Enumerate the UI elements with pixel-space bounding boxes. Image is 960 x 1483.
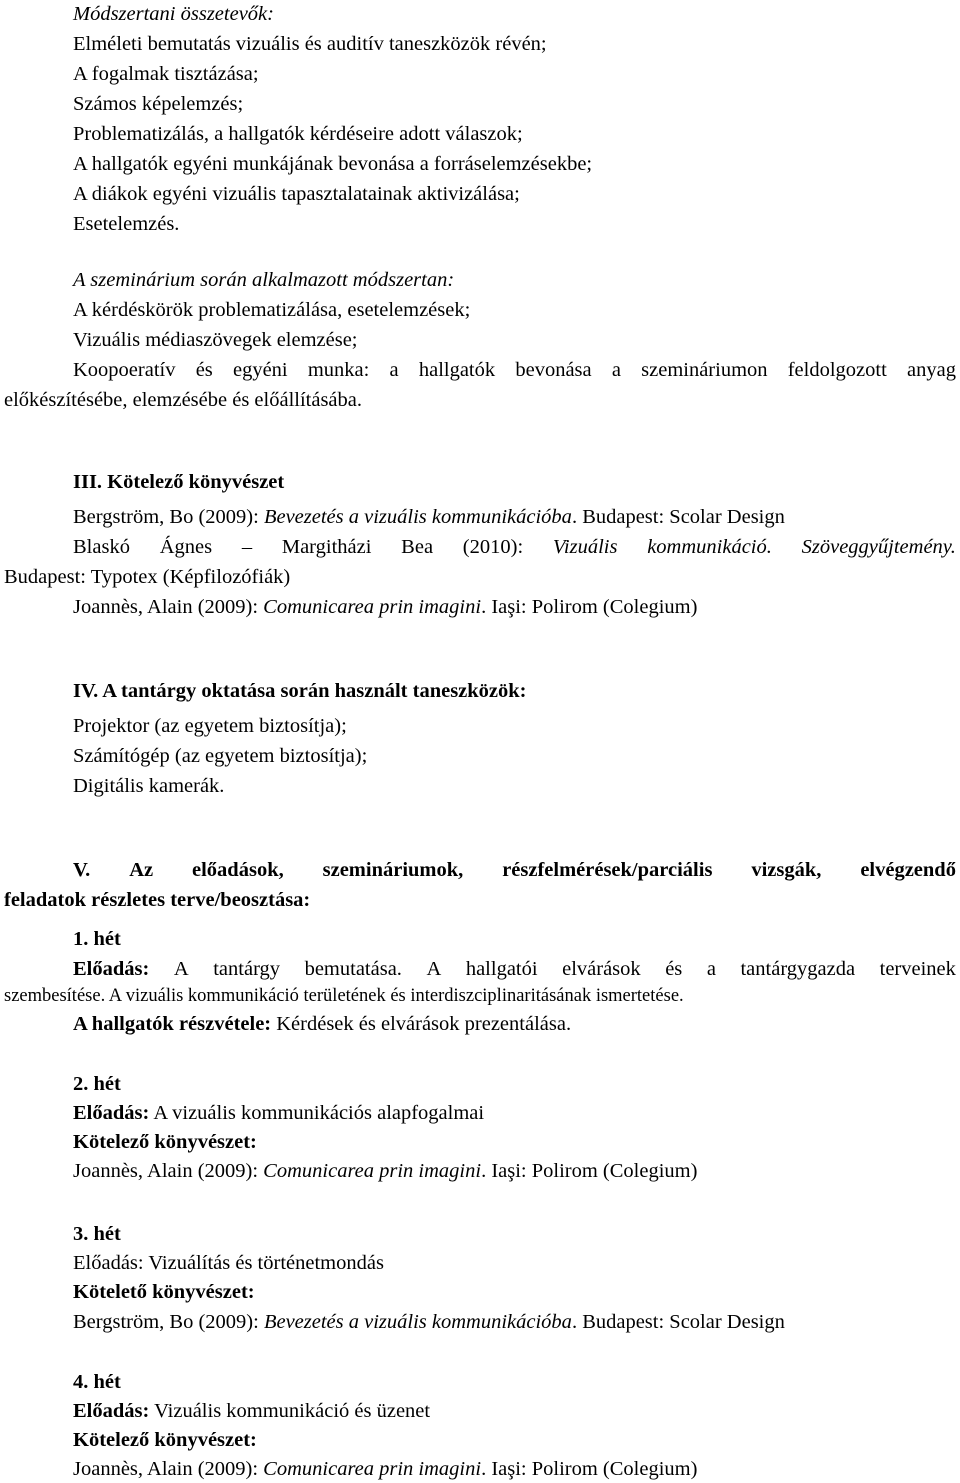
word: terveinek xyxy=(879,958,956,980)
seminar-coop-line2: előkészítésébe, elemzésébe és előállításába. xyxy=(4,389,362,411)
methods-item: Problematizálás, a hallgatók kérdéseire adott válaszok; xyxy=(73,123,523,145)
week-4-reference xyxy=(73,1455,697,1483)
lecture-label: Előadás: xyxy=(73,1400,150,1422)
methods-item: Esetelemzés. xyxy=(73,213,180,235)
ref-author: Bergström, Bo (2009): xyxy=(73,1311,264,1333)
section-5-heading-line2: feladatok részletes terve/beosztása: xyxy=(4,889,311,911)
lecture-text: A vizuális kommunikációs alapfogalmai xyxy=(149,1102,485,1124)
tool-item: Digitális kamerák. xyxy=(73,775,225,797)
methods-item: A diákok egyéni vizuális tapasztalatainak aktivizálása; xyxy=(73,183,520,205)
reference-joannes xyxy=(73,593,697,621)
word: anyag xyxy=(907,359,956,381)
tool-item: Számítógép (az egyetem biztosítja); xyxy=(73,745,368,767)
ref-publisher: . Iaşi: Polirom (Colegium) xyxy=(481,1458,698,1480)
reference-blasko xyxy=(73,533,956,561)
ref-publisher: . Iaşi: Polirom (Colegium) xyxy=(481,1160,698,1182)
ref-title: Comunicarea prin imagini xyxy=(263,596,482,618)
seminar-item: Vizuális médiaszövegek elemzése; xyxy=(73,329,358,351)
ref-publisher: . Iaşi: Polirom (Colegium) xyxy=(481,596,698,618)
word: Szöveggyűjtemény. xyxy=(801,536,956,558)
week-3-label: 3. hét xyxy=(73,1223,121,1245)
section-5-heading xyxy=(73,856,956,884)
tool-item: Projektor (az egyetem biztosítja); xyxy=(73,715,347,737)
word: Bea xyxy=(401,536,434,558)
ref-title: Bevezetés a vizuális kommunikációba xyxy=(263,506,572,528)
methods-item: Számos képelemzés; xyxy=(73,93,244,115)
word: Blaskó xyxy=(73,536,130,558)
word: szemináriumon xyxy=(641,359,768,381)
ref-author: Joannès, Alain (2009): xyxy=(73,596,264,618)
word: vizsgák, xyxy=(751,859,822,881)
word: hallgatói xyxy=(465,958,538,980)
word: tantárgy xyxy=(213,958,281,980)
methods-item: Elméleti bemutatás vizuális és auditív taneszközök révén; xyxy=(73,33,547,55)
word: és xyxy=(195,359,213,381)
lecture-text: Vizuális kommunikáció és üzenet xyxy=(149,1400,431,1422)
word: szemináriumok, xyxy=(322,859,464,881)
lecture-label: Előadás: xyxy=(73,958,150,980)
ref-publisher: . Budapest: Scolar Design xyxy=(571,1311,785,1333)
week-3-biblio-label: Kötelető könyvészet: xyxy=(73,1281,255,1303)
participation-text: Kérdések és elvárások prezentálása. xyxy=(271,1013,572,1035)
participation-label: A hallgatók részvétele: xyxy=(73,1013,272,1035)
reference-bergstrom xyxy=(73,503,785,531)
week-2-reference xyxy=(73,1157,697,1185)
ref-author: Joannès, Alain (2009): xyxy=(73,1160,264,1182)
ref-author: Bergström, Bo (2009): xyxy=(73,506,264,528)
word: a xyxy=(611,359,621,381)
section-3-heading: III. Kötelező könyvészet xyxy=(73,471,285,493)
word: elvégzendő xyxy=(860,859,956,881)
word: Vizuális xyxy=(552,536,618,558)
word: előadások, xyxy=(192,859,284,881)
word: Margitházi xyxy=(281,536,372,558)
word: bemutatása. xyxy=(304,958,402,980)
ref-title: Bevezetés a vizuális kommunikációba xyxy=(263,1311,572,1333)
methods-item: A hallgatók egyéni munkájának bevonása a forráselemzésekbe; xyxy=(73,153,593,175)
word: – xyxy=(241,536,253,558)
word: és xyxy=(665,958,683,980)
word: a xyxy=(706,958,716,980)
methods-heading: Módszertani összetevők: xyxy=(73,3,274,25)
word: tantárgygazda xyxy=(740,958,856,980)
word: a xyxy=(389,359,399,381)
seminar-coop-line xyxy=(73,356,956,384)
word: Az xyxy=(129,859,154,881)
word: A xyxy=(426,958,442,980)
ref-author: Joannès, Alain (2009): xyxy=(73,1458,264,1480)
week-1-label: 1. hét xyxy=(73,928,121,950)
ref-title: Comunicarea prin imagini xyxy=(263,1160,482,1182)
week-2-label: 2. hét xyxy=(73,1073,121,1095)
week-1-lecture-line2: szembesítése. A vizuális kommunikáció területének és interdiszciplinaritásának ismertetése. xyxy=(4,986,684,1006)
word: V. xyxy=(73,859,91,881)
word: Koopoeratív xyxy=(73,359,176,381)
reference-blasko-line2: Budapest: Typotex (Képfilozófiák) xyxy=(4,566,291,588)
word: hallgatók xyxy=(418,359,496,381)
seminar-heading: A szeminárium során alkalmazott módszertan: xyxy=(73,269,455,291)
ref-title: Comunicarea prin imagini xyxy=(263,1458,482,1480)
week-4-biblio-label: Kötelező könyvészet: xyxy=(73,1429,257,1451)
word: (2010): xyxy=(462,536,524,558)
methods-item: A fogalmak tisztázása; xyxy=(73,63,259,85)
week-2-biblio-label: Kötelező könyvészet: xyxy=(73,1131,257,1153)
word: bevonása xyxy=(515,359,592,381)
word: feldolgozott xyxy=(787,359,887,381)
week-3-lecture: Előadás: Vizuálítás és történetmondás xyxy=(73,1252,384,1274)
week-4-label: 4. hét xyxy=(73,1371,121,1393)
word: elvárások xyxy=(562,958,641,980)
word: Ágnes xyxy=(159,536,213,558)
section-4-heading: IV. A tantárgy oktatása során használt taneszközök: xyxy=(73,680,527,702)
week-4-lecture xyxy=(73,1397,430,1425)
word: munka: xyxy=(307,359,370,381)
ref-publisher: . Budapest: Scolar Design xyxy=(571,506,785,528)
word: A xyxy=(173,958,189,980)
week-2-lecture xyxy=(73,1099,484,1127)
seminar-item: A kérdéskörök problematizálása, esetelemzések; xyxy=(73,299,471,321)
week-1-lecture xyxy=(73,955,956,983)
word: részfelmérések/parciális xyxy=(502,859,713,881)
word: egyéni xyxy=(232,359,288,381)
lecture-label: Előadás: xyxy=(73,1102,150,1124)
week-3-reference xyxy=(73,1308,785,1336)
week-1-participation xyxy=(73,1010,571,1038)
word: kommunikáció. xyxy=(647,536,772,558)
